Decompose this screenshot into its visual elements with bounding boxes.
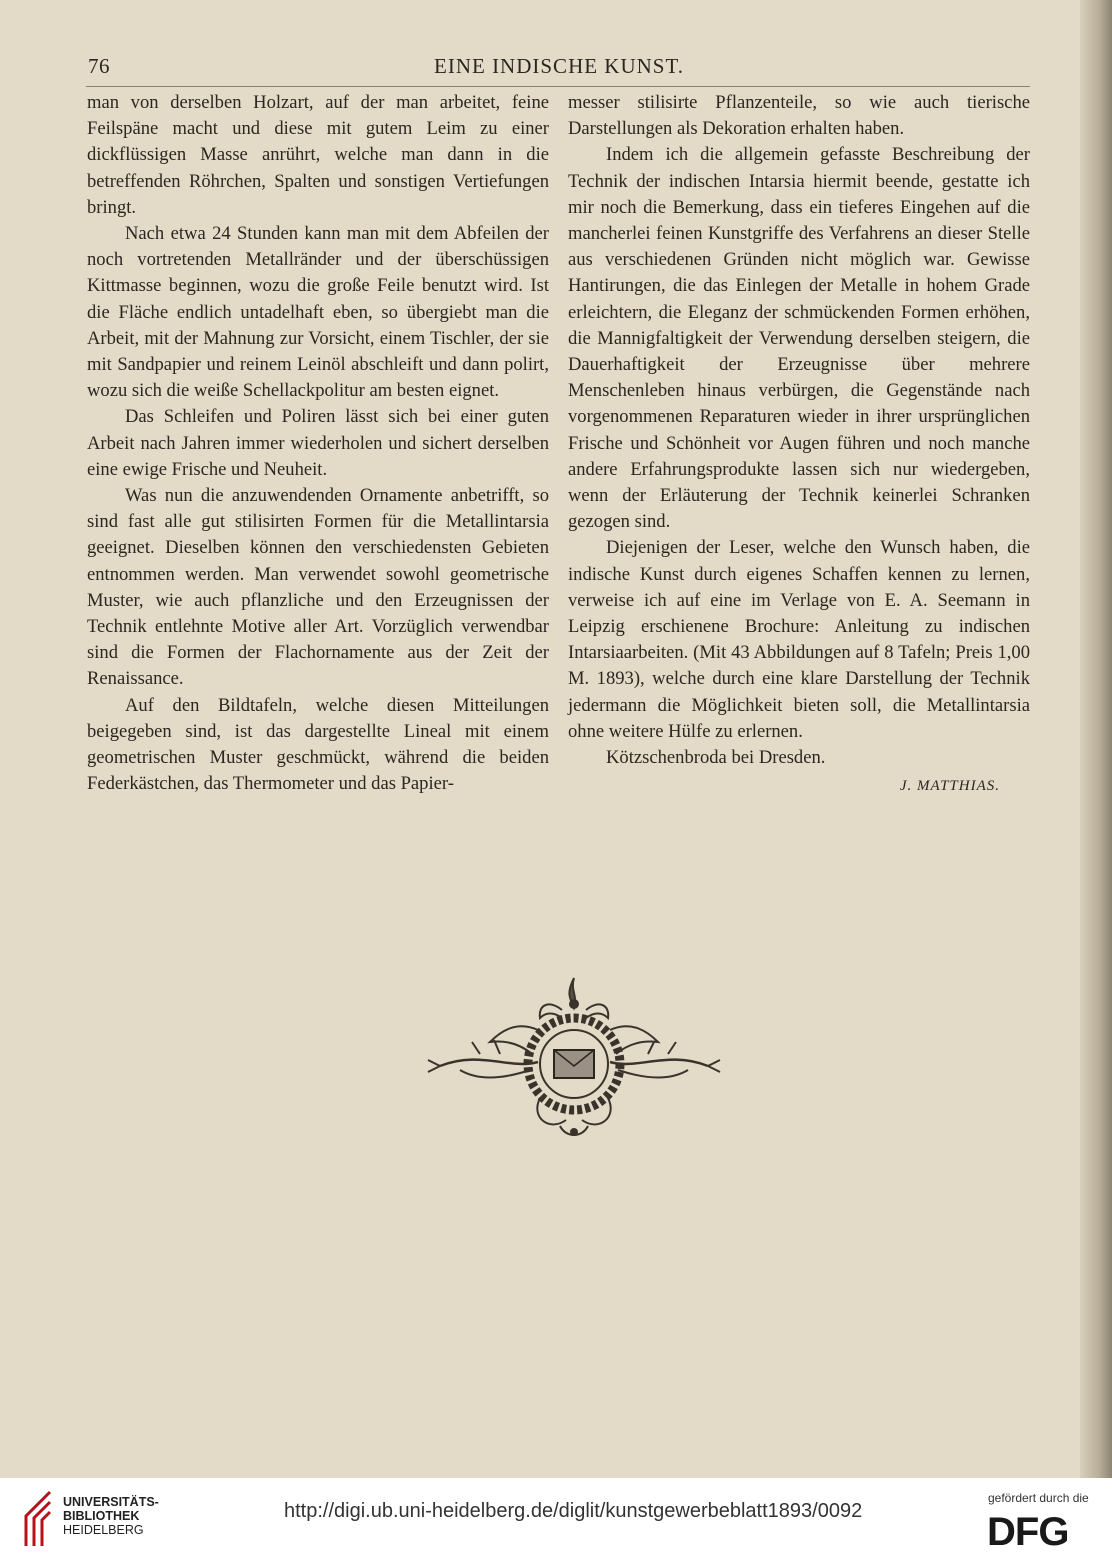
right-column	[568, 90, 1030, 799]
library-line: UNIVERSITÄTS-	[63, 1495, 159, 1509]
dfg-logo-icon	[985, 1511, 1097, 1549]
place-line: Kötzschenbroda bei Dresden.	[606, 747, 826, 769]
scan-edge-shadow	[1080, 0, 1112, 1478]
library-logo-icon	[20, 1488, 56, 1550]
library-name	[63, 1495, 159, 1537]
funding-note: gefördert durch die	[988, 1491, 1089, 1505]
header-rule	[86, 86, 1030, 87]
dfg-logo-text: DFG	[987, 1511, 1069, 1549]
footer-bar	[0, 1478, 1112, 1559]
permalink-url[interactable]: http://digi.ub.uni-heidelberg.de/diglit/kunstgewerbeblatt1893/0092	[284, 1500, 863, 1522]
running-title: EINE INDISCHE KUNST.	[434, 54, 685, 78]
paragraph: man von derselben Holzart, auf der man arbeitet, feine Feilspäne macht und diese mit gutem Leim zu einer dickflüssigen Masse anrührt, welche man dann in die betreffenden Röhrchen, Spalten und sonstigen Vertiefungen bringt.	[87, 92, 549, 218]
paragraph: messer stilisirte Pflanzenteile, so wie auch tierische Darstellungen als Dekoration erhalten haben.	[568, 92, 1030, 140]
running-header	[86, 54, 1086, 84]
paragraph: Was nun die anzuwendenden Ornamente anbetrifft, so sind fast alle gut stilisirten Formen für die Metallintarsia geeignet. Dieselben können den verschiedensten Gebieten entnommen werden. Man verwendet sowohl geometrische Muster, wie auch pflanzliche und den Erzeugnissen der Technik entlehnte Motive aller Art. Vorzüglich verwendbar sind die Formen der Flachornamente aus der Zeit der Renaissance.	[87, 485, 549, 690]
library-line: BIBLIOTHEK	[63, 1509, 140, 1523]
left-column	[87, 90, 549, 797]
paragraph: Nach etwa 24 Stunden kann man mit dem Abfeilen der noch vortretenden Metallränder und der überschüssigen Kittmasse beginnen, wozu die große Feile benutzt wird. Ist die Fläche endlich untadelhaft eben, so übergiebt man die Arbeit, mit der Mahnung zur Vorsicht, einem Tischler, der sie mit Sandpapier und reinem Leinöl abschleift und dann polirt, wozu sich die weiße Schellackpolitur am besten eignet.	[87, 223, 549, 402]
author-signature: J. MATTHIAS.	[899, 778, 1000, 795]
paragraph: Auf den Bildtafeln, welche diesen Mitteilungen beigegeben sind, ist das dargestellte Lineal mit einem geometrischen Muster geschmückt, während die beiden Federkästchen, das Thermometer und das Papier-	[87, 694, 549, 795]
floral-vignette-icon	[420, 970, 728, 1146]
paragraph: Das Schleifen und Poliren lässt sich bei einer guten Arbeit nach Jahren immer wiederholen und sichert derselben eine ewige Frische und Neuheit.	[87, 406, 549, 480]
paragraph: Indem ich die allgemein gefasste Beschreibung der Technik der indischen Intarsia hiermit beende, gestatte ich mir noch die Bemerkung, dass ein tieferes Eingehen auf die mancherlei feinen Kunstgriffe des Verfahrens an dieser Stelle aus verschiedenen Gründen nicht möglich war. Gewisse Hantirungen, die das Einlegen der Metalle in hohem Grade erleichtern, die Eleganz der schmückenden Formen erhöhen, die Mannigfaltigkeit der Verwendung derselben steigern, die Dauerhaftigkeit der Erzeugnisse über mehrere Menschenleben hinaus verbürgen, die Gegenstände nach vorgenommenen Reparaturen wieder in ihrer ursprünglichen Frische und Schönheit vor Augen führen und noch manche andere Erfahrungsprodukte lassen sich nur wiedergeben, wenn der Erläuterung der Technik keinerlei Schranken gezogen sind.	[568, 144, 1030, 533]
page-number: 76	[88, 54, 110, 78]
library-line: HEIDELBERG	[63, 1523, 144, 1537]
paragraph: Diejenigen der Leser, welche den Wunsch haben, die indische Kunst durch eigenes Schaffen kennen zu lernen, verweise ich auf eine im Verlage von E. A. Seemann in Leipzig erschienene Brochure: Anleitung zu indischen Intarsiaarbeiten. (Mit 43 Abbildungen auf 8 Tafeln; Preis 1,00 M. 1893), welche durch eine klare Darstellung der Technik jedermann die Möglichkeit bieten soll, die Metallintarsia ohne weitere Hülfe zu erlernen.	[568, 537, 1030, 742]
